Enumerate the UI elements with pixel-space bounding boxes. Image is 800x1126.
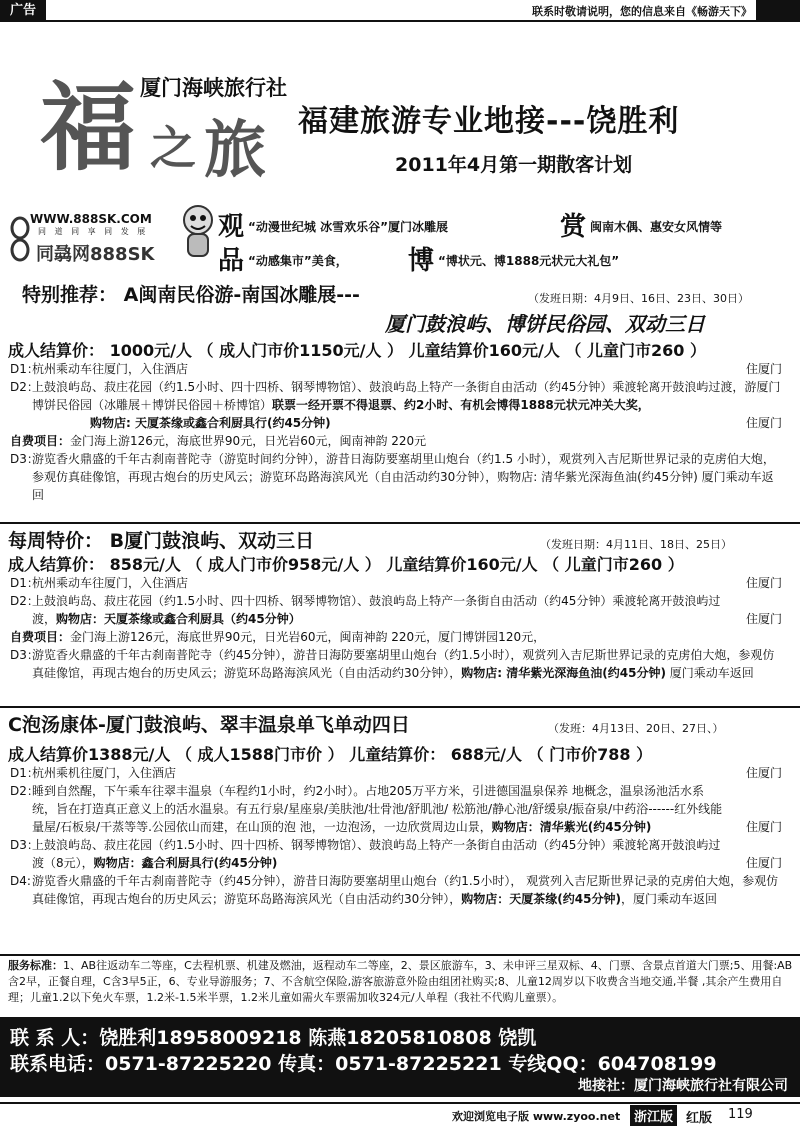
promo-guan [218, 206, 448, 243]
footer [0, 1102, 800, 1126]
self-pay-text: 金门海上游126元，海底世界90元，日光岩60元，闽南神韵 220元，厦门博饼园120元， [70, 630, 546, 644]
day-text: 上鼓浪屿岛、菽庄花园（约1.5小时、四十四桥、钢琴博物馆）、鼓浪屿岛上特产一条街自由活动（约45分钟）乘渡轮离开鼓浪屿过渡（8元）， [32, 838, 721, 870]
day-label: D1： [10, 576, 39, 590]
promo-guan-char: 观 [218, 212, 245, 242]
plan-title: 2011年4月第一期散客计划 [395, 154, 633, 176]
section-b-day2 [10, 592, 782, 628]
shop-note: 购物店: 清华紫光深海鱼油(约45分钟) [461, 666, 666, 680]
page-number: 119 [728, 1107, 753, 1122]
day-label: D1： [10, 766, 39, 780]
self-pay-text: 金门海上游126元，海底世界90元，日光岩60元，闽南神韵 220元 [70, 434, 427, 448]
day-label: D2： [10, 380, 39, 394]
day-label: D3： [10, 838, 39, 852]
ground-agency: 地接社：厦门海峡旅行社有限公司 [578, 1078, 788, 1094]
day-end: 厦门乘动车返回 [665, 666, 754, 680]
section-b-day1 [10, 574, 782, 592]
stay-note: 住厦门 [745, 766, 782, 780]
headline: 福建旅游专业地接---饶胜利 [298, 104, 680, 139]
section-c-date: （发班：4月13日、20日、27日、） [548, 722, 724, 735]
shop-note: 购物店：天厦茶缘(约45分钟) [461, 892, 621, 906]
section-a-date: （发班日期：4月9日、16日、23日、30日） [528, 292, 749, 305]
shop-note: 购物店：天厦茶缘或鑫合利厨具（约45分钟） [56, 612, 301, 626]
section-a-subtitle: 厦门鼓浪屿、博饼民俗园、双动三日 [385, 312, 705, 336]
edition-tag: 浙江版 [630, 1105, 677, 1126]
section-b-price: 成人结算价： 858元/人 （ 成人门市价958元/人 ） 儿童结算价160元/人 （ 儿童门市260 ） [8, 555, 684, 574]
infinity-icon [8, 214, 32, 264]
logo-fu: 福 [40, 71, 136, 184]
brand-url: WWW.888SK.COM [30, 212, 152, 226]
section-a-self-pay [10, 432, 782, 450]
divider [0, 954, 800, 956]
day-label: D1： [10, 362, 39, 376]
contact-phones: 联系电话：0571-87225220 传真：0571-87225221 专线QQ：604708199 [10, 1053, 717, 1075]
source-notice: 联系时敬请说明，您的信息来自《畅游天下》 [532, 5, 752, 18]
footer-site: 欢迎浏览电子版 www.zyoo.net [452, 1110, 621, 1123]
self-pay-label: 自费项目： [10, 434, 71, 448]
section-a-price: 成人结算价： 1000元/人 （ 成人门市价1150元/人 ） 儿童结算价160元/人 （ 儿童门市260 ） [8, 341, 706, 360]
shop-note: 购物店：鑫合利厨具行(约45分钟) [93, 856, 278, 870]
promo-pin [218, 240, 348, 277]
promo-bo-char: 博 [408, 246, 435, 276]
section-c-itinerary [10, 764, 782, 908]
brand-slogan: 同 道 同 享 同 发 展 [38, 227, 149, 236]
divider [0, 522, 800, 524]
day-text: 游览香火鼎盛的千年古刹南普陀寺（游览时间约分钟），游昔日海防要塞胡里山炮台（约1.5 小时），观赏列入吉尼斯世界记录的克虏伯大炮，参观仿真硅像馆，再现古炮台的历史风云；游览环岛路海滨风光（自由活动约30分钟），购物店: 清华紫光深海鱼油(约45分钟) 厦门乘动车返回 [32, 452, 775, 502]
section-a-title: 特别推荐： A闽南民俗游-南国冰雕展--- [22, 284, 360, 306]
day-text: 游览香火鼎盛的千年古刹南普陀寺（约45分钟），游昔日海防要塞胡里山炮台（约1.5小时）， 观赏列入吉尼斯世界记录的克虏伯大炮，参观仿真硅像馆，再现古炮台的历史风云；游览环岛路海滨风光（自由活动约30分钟）， [32, 874, 779, 906]
corner-block [756, 0, 800, 22]
promo-shang [560, 206, 722, 243]
section-a-day3 [10, 450, 782, 504]
company-name: 厦门海峡旅行社 [140, 76, 287, 100]
day-label: D2： [10, 784, 39, 798]
service-standards [8, 958, 793, 1006]
section-b-date: （发班日期：4月11日、18日、25日） [540, 538, 732, 551]
ad-tag: 广告 [0, 0, 46, 22]
stay-note: 住厦门 [745, 612, 782, 626]
stay-note: 住厦门 [745, 362, 782, 376]
section-a-day2 [10, 378, 782, 414]
stay-note: 住厦门 [745, 416, 782, 430]
logo-zhi: 之 [150, 121, 196, 175]
promo-guan-text: “动漫世纪城 冰雪欢乐谷”厦门冰雕展 [248, 220, 448, 234]
day-text: 游览香火鼎盛的千年古刹南普陀寺（约45分钟），游昔日海防要塞胡里山炮台（约1.5小时），观赏列入吉尼斯世界记录的克虏伯大炮，参观仿真硅像馆，再现古炮台的历史风云；游览环岛路海滨风光（自由活动约30分钟）， [32, 648, 775, 680]
section-a-day2-shop [10, 414, 782, 432]
section-c-day1 [10, 764, 782, 782]
day-label: D4: [10, 874, 31, 888]
promo-shang-char: 赏 [560, 212, 587, 242]
section-b-self-pay [10, 628, 782, 646]
logo-lv: 旅 [204, 113, 267, 186]
red-edition: 红版 [686, 1111, 713, 1126]
day-text: 杭州乘机往厦门，入住酒店 [32, 766, 177, 780]
brand-logo [8, 206, 218, 268]
stay-note: 住厦门 [745, 576, 782, 590]
top-bar [0, 0, 800, 22]
service-label: 服务标准： [8, 959, 63, 972]
mascot-icon [176, 202, 220, 262]
day-text: 杭州乘动车往厦门，入住酒店 [32, 362, 189, 376]
day-label: D2： [10, 594, 39, 608]
ticket-note: 联票一经开票不得退票、约2小时、有机会博得1888元状元冲关大奖， [272, 398, 650, 412]
section-a-day1 [10, 360, 782, 378]
stay-note: 住厦门 [745, 856, 782, 870]
brand-name: 同骉网888SK [36, 244, 155, 265]
shop-note: 购物店：清华紫光(约45分钟) [491, 820, 652, 834]
section-c-price: 成人结算价1388元/人 （ 成人1588门市价 ） 儿童结算价： 688元/人 （ 门市价788 ） [8, 745, 653, 764]
section-c-day2 [10, 782, 782, 836]
shop-note: 购物店: 天厦茶缘或鑫合利厨具行(约45分钟) [90, 416, 331, 430]
section-c-day4 [10, 872, 782, 908]
promo-bo [408, 240, 619, 277]
day-text: 上鼓浪屿岛、菽庄花园（约1.5小时、四十四桥、钢琴博物馆）、鼓浪屿岛上特产一条街自由活动（约45分钟）乘渡轮离开鼓浪屿过渡， [32, 594, 721, 626]
section-b-itinerary [10, 574, 782, 682]
day-text: 睡到自然醒，下午乘车往翠丰温泉（车程约1小时，约2小时）。占地205万平方米，引进德国温泉保养 地概念，温泉汤池活水系统，旨在打造真正意义上的活水温泉。有五行泉/星座泉/美肤池/壮骨池/舒肌池/ 松筋池/静心池/舒缓泉/振奋泉/中药浴------红外线能量屋/石板泉/干蒸等等.公园依山而建，在山顶的泡 池，一边泡汤，一边欣赏周边山景， [32, 784, 723, 834]
day-text: 上鼓浪屿岛、菽庄花园（约1.5小时、四十四桥、钢琴博物馆）、鼓浪屿岛上特产一条街自由活动（约45分钟）乘渡轮离开鼓浪屿过渡，游厦门博饼民俗园（冰雕展＋博饼民俗园＋桥博馆） [32, 380, 781, 412]
divider [0, 706, 800, 708]
promo-pin-text: “动感集市”美食， [248, 254, 348, 268]
promo-pin-char: 品 [218, 246, 245, 276]
section-a-itinerary [10, 360, 782, 504]
day-end: ，厦门乘动车返回 [620, 892, 717, 906]
section-c-day3 [10, 836, 782, 872]
promo-bo-text: “博状元、博1888元状元大礼包” [438, 254, 620, 268]
promo-shang-text: 闽南木偶、惠安女风情等 [590, 220, 723, 234]
contact-people: 联 系 人：饶胜利18958009218 陈燕18205810808 饶凯 [10, 1027, 537, 1049]
day-label: D3： [10, 452, 39, 466]
self-pay-label: 自费项目： [10, 630, 71, 644]
day-text: 杭州乘动车往厦门，入住酒店 [32, 576, 189, 590]
section-b-title: 每周特价： B厦门鼓浪屿、双动三日 [8, 530, 315, 552]
service-text: 1、AB往返动车二等座，C去程机票、机建及燃油，返程动车二等座，2、景区旅游车，3、未申评三星双标、4、门票、含景点首道大门票;5、用餐:AB含2早，正餐自理，C含3早5正，6、专业导游服务；7、不含航空保险,游客旅游意外险由组团社购买;8、儿童12周岁以下收费含当地交通,半餐 ,其余产生费用自理；儿童1.2以下免火车票，1.2米-1.5米半票，1.2米儿童如需火车票需加收324元/人单程（我社不代购儿童票）。 [8, 959, 793, 1004]
section-c-title: C泡汤康体-厦门鼓浪屿、翠丰温泉单飞单动四日 [8, 714, 410, 736]
day-label: D3： [10, 648, 39, 662]
section-b-day3 [10, 646, 782, 682]
stay-note: 住厦门 [745, 820, 782, 834]
